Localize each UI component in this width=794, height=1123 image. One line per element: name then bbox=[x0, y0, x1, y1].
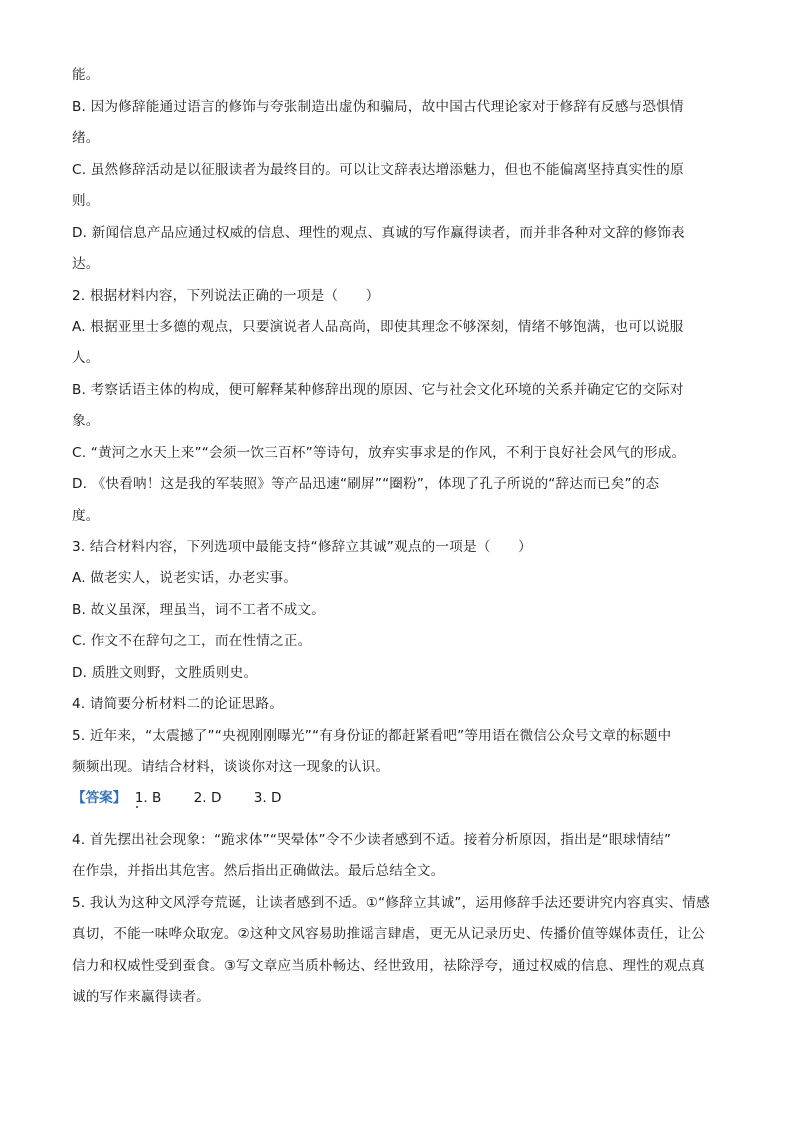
option-d-line: D. 《快看呐！这是我的军装照》等产品迅速“刷屏”“圈粉”，体现了孔子所说的“辞达而已矣”的态 bbox=[72, 476, 660, 492]
option-b-line: B. 因为修辞能通过语言的修饰与夸张制造出虚伪和骗局，故中国古代理论家对于修辞有反感与恐惧情 bbox=[72, 99, 684, 115]
text-line: 能。 bbox=[72, 67, 100, 83]
question-3: 3. 结合材料内容，下列选项中最能支持“修辞立其诚”观点的一项是（ ） bbox=[72, 539, 532, 555]
text-line: 度。 bbox=[72, 508, 100, 524]
text-line: 则。 bbox=[72, 193, 100, 209]
question-2: 2. 根据材料内容，下列说法正确的一项是（ ） bbox=[72, 288, 380, 304]
answer-row bbox=[72, 789, 732, 807]
explanation-5: 5. 我认为这种文风浮夸荒诞，让读者感到不适。①“修辞立其诚”，运用修辞手法还要讲究内容真实、情感 bbox=[72, 895, 710, 911]
option-c-line: C. 作文不在辞句之工，而在性情之正。 bbox=[72, 633, 312, 649]
question-4: 4. 请简要分析材料二的论证思路。 bbox=[72, 696, 284, 712]
text-line: 人。 bbox=[72, 350, 100, 366]
text-line: 频频出现。请结合材料，谈谈你对这一现象的认识。 bbox=[72, 759, 390, 775]
option-b-line: B. 考察话语主体的构成，便可解释某种修辞出现的原因、它与社会文化环境的关系并确定它的交际对 bbox=[72, 382, 684, 398]
option-a-line: A. 根据亚里士多德的观点，只要演说者人品高尚，即使其理念不够深刻，情绪不够饱满，也可以说服 bbox=[72, 319, 684, 335]
answer-item-2: 2. D bbox=[193, 790, 222, 806]
option-d-line: D. 质胜文则野，文胜质则史。 bbox=[72, 665, 258, 681]
text-line: 真切，不能一味哗众取宠。②这种文风容易助推谣言肆虐，更无从记录历史、传播价值等媒体责任，让公 bbox=[72, 926, 706, 942]
text-line: 在作祟，并指出其危害。然后指出正确做法。最后总结全文。 bbox=[72, 863, 445, 879]
text-line: 象。 bbox=[72, 413, 100, 429]
text-line: 绪。 bbox=[72, 130, 100, 146]
text-line: 诚的写作来赢得读者。 bbox=[72, 989, 210, 1005]
text-line: 达。 bbox=[72, 256, 100, 272]
emphasis-dot bbox=[136, 806, 138, 808]
text-line: 信力和权威性受到蚕食。③写文章应当质朴畅达、经世致用，祛除浮夸，通过权威的信息、理性的观点真 bbox=[72, 958, 706, 974]
option-a-line: A. 做老实人，说老实话，办老实事。 bbox=[72, 570, 298, 586]
option-b-line: B. 故义虽深，理虽当，词不工者不成文。 bbox=[72, 602, 326, 618]
option-c-line: C. “黄河之水天上来”“会须一饮三百杯”等诗句，放弃实事求是的作风，不利于良好社会风气的形成。 bbox=[72, 445, 686, 461]
option-d-line: D. 新闻信息产品应通过权威的信息、理性的观点、真诚的写作赢得读者，而并非各种对文辞的修饰表 bbox=[72, 225, 685, 241]
question-5: 5. 近年来，“太震撼了”“央视刚刚曝光”“有身份证的都赶紧看吧”等用语在微信公众号文章的标题中 bbox=[72, 728, 672, 744]
option-c-line: C. 虽然修辞活动是以征服读者为最终目的。可以让文辞表达增添魅力，但也不能偏离坚持真实性的原 bbox=[72, 162, 684, 178]
answer-item-1: 1. B bbox=[134, 790, 162, 806]
answer-tag: 【答案】 bbox=[72, 790, 127, 806]
answer-item-3: 3. D bbox=[253, 790, 282, 806]
explanation-4: 4. 首先摆出社会现象：“跪求体”“哭晕体”令不少读者感到不适。接着分析原因，指出是“眼球情结” bbox=[72, 832, 672, 848]
